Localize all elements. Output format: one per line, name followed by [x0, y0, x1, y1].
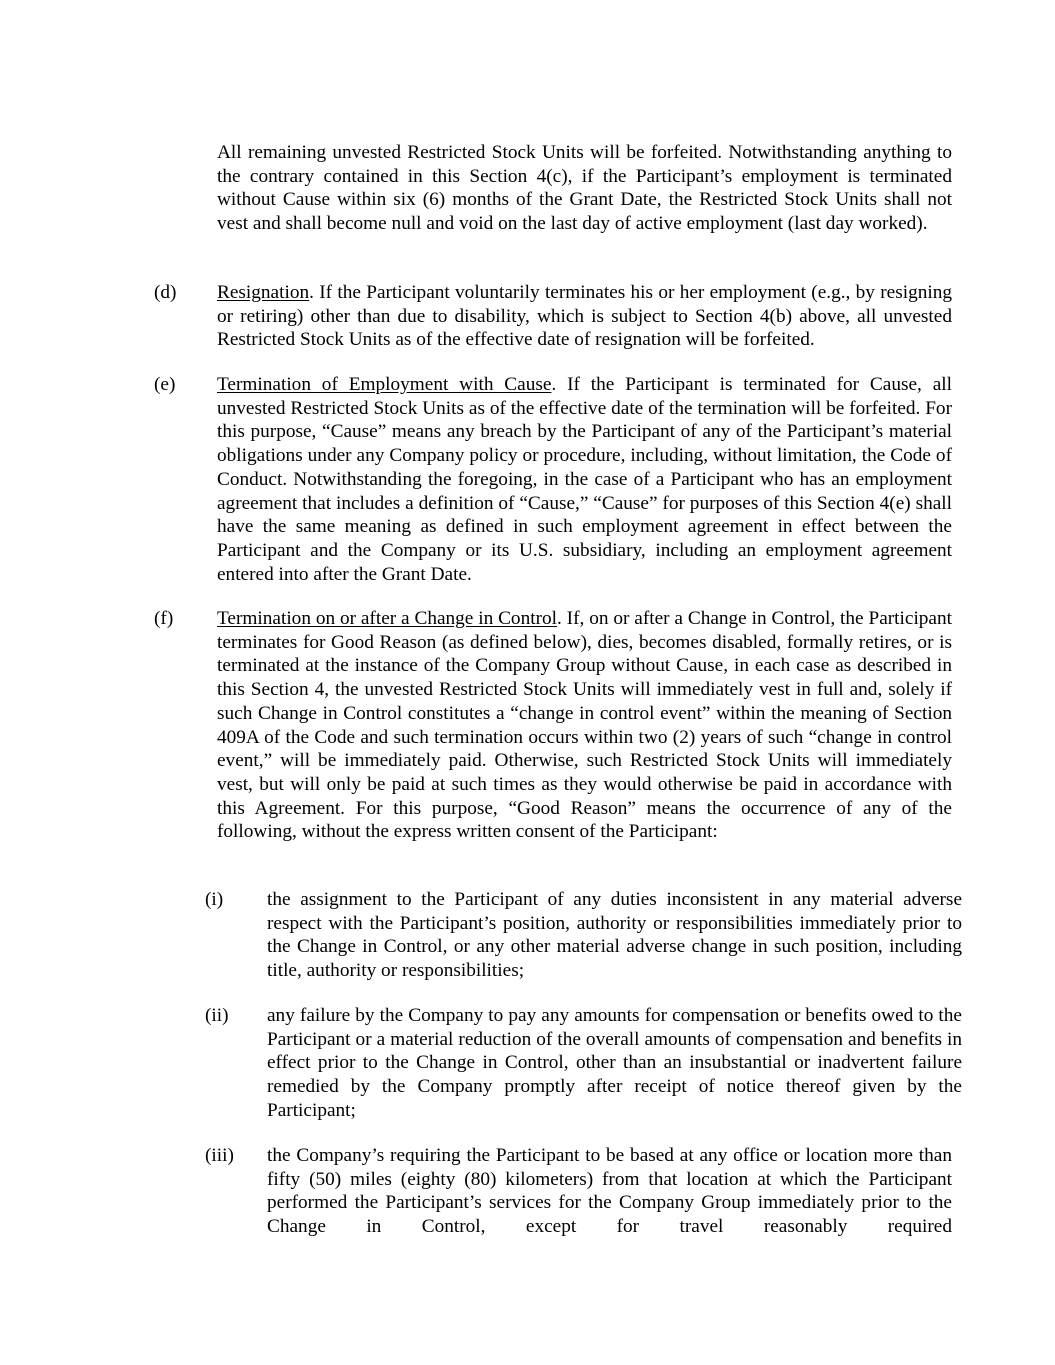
section-e-paragraph [217, 373, 952, 586]
intro-paragraph: All remaining unvested Restricted Stock Units will be forfeited. Notwithstanding anything to the contrary contained in this Section 4(c), if the Participant’s employment is terminated without Cause within six (6) months of the Grant Date, the Restricted Stock Units shall not vest and shall become null and void on the last day of active employment (last day worked). [217, 142, 952, 235]
section-d-marker: (d) [154, 282, 177, 303]
subitem-ii-marker: (ii) [205, 1005, 229, 1026]
section-f-heading: Termination on or after a Change in Control [217, 608, 557, 629]
subitem-ii-paragraph: any failure by the Company to pay any amounts for compensation or benefits owed to the Participant or a material reduction of the overall amounts of compensation and benefits in effect prior to the Change in Control, other than an insubstantial or inadvertent failure remedied by the Company promptly after receipt of notice thereof given by the Participant; [267, 1005, 962, 1121]
section-e-text: . If the Participant is terminated for Cause, all unvested Restricted Stock Units as of the effective date of the termination will be forfeited. For this purpose, “Cause” means any breach by the Participant of any of the Participant’s material obligations under any Company policy or procedure, including, without limitation, the Code of Conduct. Notwithstanding the foregoing, in the case of a Participant who has an employment agreement that includes a definition of “Cause,” “Cause” for purposes of this Section 4(e) shall have the same meaning as defined in such employment agreement in effect between the Participant and the Company or its U.S. subsidiary, including an employment agreement entered into after the Grant Date. [217, 374, 952, 585]
subitem-iii-paragraph: the Company’s requiring the Participant to be based at any office or location more than fifty (50) miles (eighty (80) kilometers) from that location at which the Participant performed the Participant’s services for the Company Group immediately prior to the Change in Control, except for travel reasonably required [267, 1145, 952, 1238]
section-d-paragraph [217, 281, 952, 352]
section-e-marker: (e) [154, 374, 176, 395]
subitem-iii-marker: (iii) [205, 1145, 234, 1166]
subitem-i-paragraph: the assignment to the Participant of any duties inconsistent in any material adverse respect with the Participant’s position, authority or responsibilities immediately prior to the Change in Control, or any other material adverse change in such position, including title, authority or responsibilities; [267, 889, 962, 982]
section-f-paragraph [217, 607, 952, 844]
section-d-heading: Resignation [217, 282, 310, 303]
section-f-text: . If, on or after a Change in Control, the Participant terminates for Good Reason (as defined below), dies, becomes disabled, formally retires, or is terminated at the instance of the Company Group without Cause, in each case as described in this Section 4, the unvested Restricted Stock Units will immediately vest in full and, solely if such Change in Control constitutes a “change in control event” within the meaning of Section 409A of the Code and such termination occurs within two (2) years of such “change in control event,” will be immediately paid. Otherwise, such Restricted Stock Units will immediately vest, but will only be paid at such times as they would otherwise be paid in accordance with this Agreement. For this purpose, “Good Reason” means the occurrence of any of the following, without the express written consent of the Participant: [217, 608, 952, 843]
section-f-marker: (f) [154, 608, 174, 629]
subitem-i-marker: (i) [205, 889, 224, 910]
section-e-heading: Termination of Employment with Cause [217, 374, 552, 395]
section-d-text: . If the Participant voluntarily terminates his or her employment (e.g., by resigning or retiring) other than due to disability, which is subject to Section 4(b) above, all unvested Restricted Stock Units as of the effective date of resignation will be forfeited. [217, 282, 952, 351]
